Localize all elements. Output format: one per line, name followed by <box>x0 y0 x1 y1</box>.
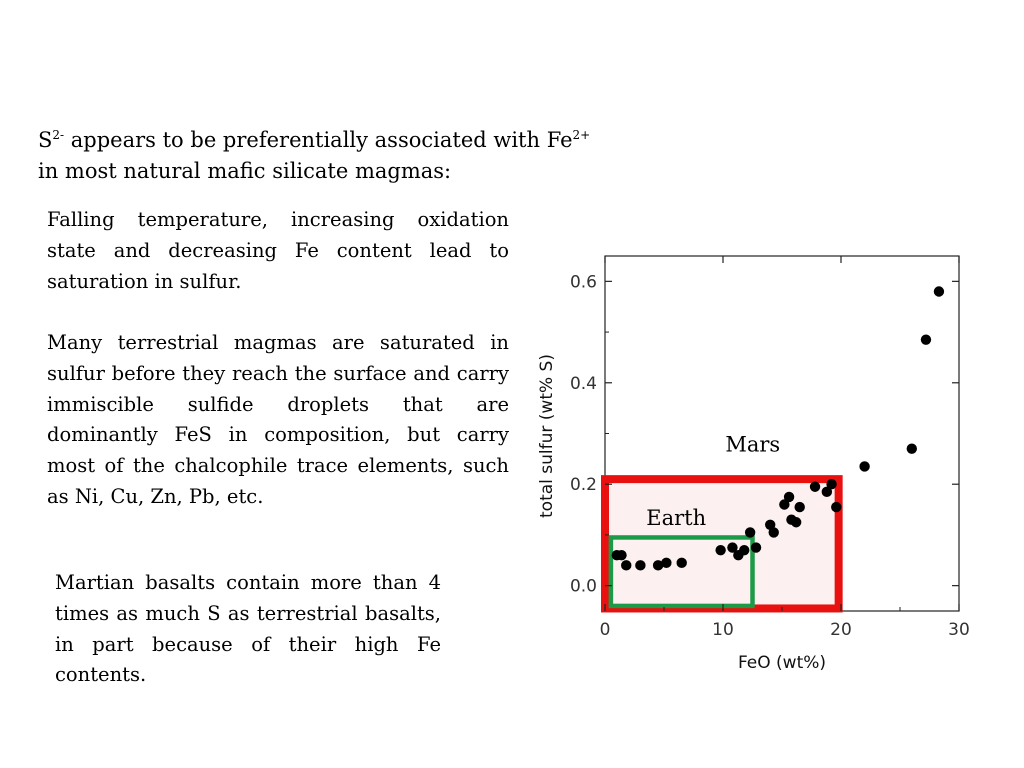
data-point <box>795 502 805 512</box>
x-tick-label: 30 <box>948 620 970 640</box>
data-point <box>616 550 626 560</box>
slide-heading <box>38 125 678 187</box>
region-box-mars <box>605 479 839 608</box>
data-point <box>677 558 687 568</box>
heading-line-2: in most natural mafic silicate magmas: <box>38 159 452 183</box>
data-point <box>934 286 944 296</box>
paragraph-martian-basalts: Martian basalts contain more than 4 times as much S as terrestrial basalts, in part because of their high Fe contents. <box>55 571 441 687</box>
data-point <box>859 461 869 471</box>
heading-iron-charge: 2+ <box>572 128 591 142</box>
region-label-earth: Earth <box>646 505 707 530</box>
data-point <box>621 560 631 570</box>
data-point <box>715 545 725 555</box>
data-point <box>745 527 755 537</box>
x-tick-label: 10 <box>712 620 734 640</box>
data-point <box>907 444 917 454</box>
heading-line-1 <box>38 125 678 156</box>
x-tick-label: 0 <box>599 620 611 640</box>
heading-text: appears to be preferentially associated with Fe <box>64 128 573 152</box>
paragraph-terrestrial-magmas: Many terrestrial magmas are saturated in sulfur before they reach the surface and carry immiscible sulfide droplets that are dominantly FeS in composition, but carry most of the chalcophile trace elements, such as Ni, Cu, Zn, Pb, etc. <box>47 331 509 508</box>
region-label-mars: Mars <box>725 432 781 457</box>
data-point <box>635 560 645 570</box>
sulfur-vs-feo-chart <box>530 240 980 680</box>
data-point <box>826 479 836 489</box>
y-axis-label: total sulfur (wt% S) <box>537 354 557 518</box>
data-point <box>810 482 820 492</box>
heading-sulfur-charge: 2- <box>52 128 65 142</box>
data-point <box>751 542 761 552</box>
heading-sulfur: S <box>38 128 53 152</box>
x-axis-label: FeO (wt%) <box>737 653 827 673</box>
data-point <box>661 558 671 568</box>
data-point <box>791 517 801 527</box>
data-point <box>739 545 749 555</box>
y-tick-label: 0.0 <box>569 576 597 597</box>
data-point <box>769 527 779 537</box>
y-tick-label: 0.6 <box>569 272 597 293</box>
y-tick-label: 0.4 <box>569 373 597 394</box>
data-point <box>831 502 841 512</box>
data-point <box>784 492 794 502</box>
x-tick-label: 20 <box>830 620 852 640</box>
data-point <box>921 334 931 344</box>
y-tick-label: 0.2 <box>569 475 597 496</box>
region-layer <box>605 479 839 608</box>
paragraph-saturation: Falling temperature, increasing oxidation state and decreasing Fe content lead to saturation in sulfur. <box>47 208 509 293</box>
